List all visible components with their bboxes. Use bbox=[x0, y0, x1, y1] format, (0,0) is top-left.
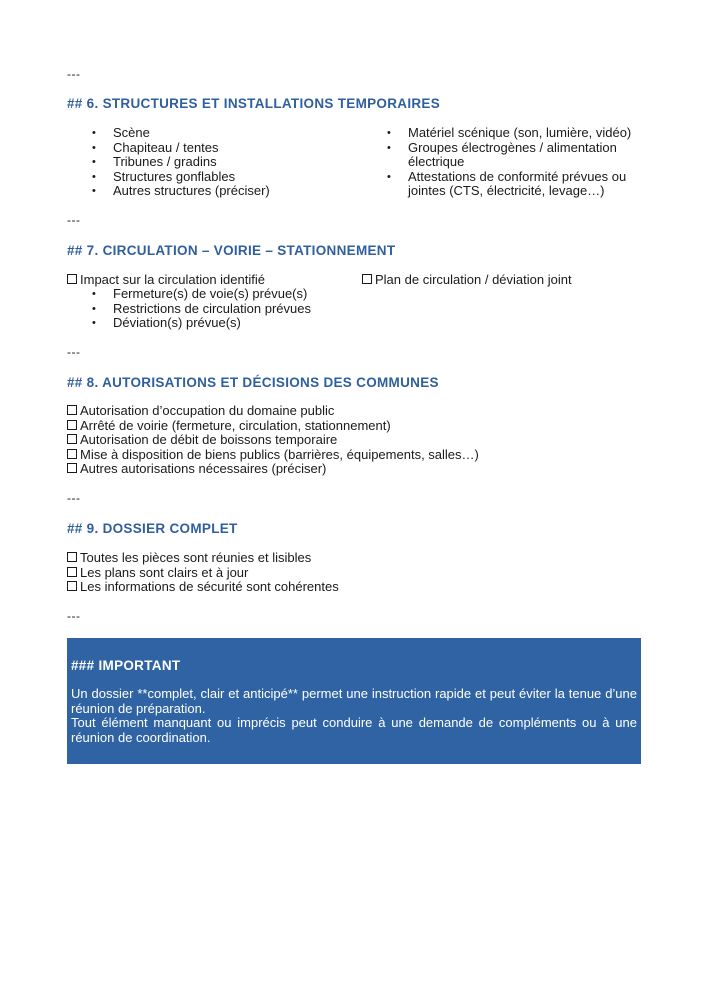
separator: --- bbox=[67, 67, 81, 81]
section-6-left-list bbox=[92, 125, 373, 199]
section-9-heading: ## 9. DOSSIER COMPLET bbox=[67, 521, 238, 536]
important-title: ### IMPORTANT bbox=[71, 658, 181, 673]
checkbox-item[interactable]: Mise à disposition de biens publics (barrières, équipements, salles…) bbox=[67, 448, 479, 463]
checkbox-icon[interactable] bbox=[67, 420, 77, 430]
list-item: • Déviation(s) prévue(s) bbox=[92, 315, 241, 331]
section-7-heading: ## 7. CIRCULATION – VOIRIE – STATIONNEMENT bbox=[67, 243, 396, 258]
important-body bbox=[71, 687, 637, 745]
checkbox-icon[interactable] bbox=[362, 274, 372, 284]
checkbox-item[interactable]: Autorisation d’occupation du domaine public bbox=[67, 404, 479, 419]
list-item: • Chapiteau / tentes bbox=[92, 139, 219, 155]
important-notice bbox=[67, 638, 641, 764]
section-8-checklist bbox=[67, 404, 479, 477]
separator: --- bbox=[67, 213, 81, 227]
list-item: • Restrictions de circulation prévues bbox=[92, 300, 311, 316]
checkbox-icon[interactable] bbox=[67, 552, 77, 562]
list-item: • Scène bbox=[92, 125, 150, 140]
important-paragraph: Un dossier **complet, clair et anticipé** permet une instruction rapide et peut éviter la tenue d’une réunion de préparation. bbox=[71, 686, 637, 716]
checkbox-icon[interactable] bbox=[67, 434, 77, 444]
list-item: • Autres structures (préciser) bbox=[92, 183, 270, 199]
checkbox-item[interactable]: Les informations de sécurité sont cohérentes bbox=[67, 580, 339, 595]
section-7-sub-list bbox=[92, 286, 373, 331]
checkbox-item[interactable]: Les plans sont clairs et à jour bbox=[67, 566, 339, 581]
checkbox-item[interactable]: Autres autorisations nécessaires (préciser) bbox=[67, 462, 479, 477]
section-9-checklist bbox=[67, 551, 339, 595]
separator: --- bbox=[67, 345, 81, 359]
section-6-right-list bbox=[387, 125, 636, 199]
checkbox-item[interactable]: Arrêté de voirie (fermeture, circulation, stationnement) bbox=[67, 419, 479, 434]
checkbox-icon[interactable] bbox=[67, 463, 77, 473]
list-item: • Matériel scénique (son, lumière, vidéo) bbox=[387, 125, 632, 140]
section-6-heading: ## 6. STRUCTURES ET INSTALLATIONS TEMPORAIRES bbox=[67, 96, 441, 111]
list-item: • Structures gonflables bbox=[92, 168, 236, 184]
list-item: • Fermeture(s) de voie(s) prévue(s) bbox=[92, 286, 308, 301]
list-item: • Groupes électrogènes / alimentation électrique bbox=[387, 139, 617, 170]
checkbox-item[interactable]: Impact sur la circulation identifié bbox=[67, 273, 265, 288]
list-item: • Tribunes / gradins bbox=[92, 154, 217, 170]
separator: --- bbox=[67, 609, 81, 623]
checkbox-item[interactable]: Plan de circulation / déviation joint bbox=[362, 273, 572, 288]
separator: --- bbox=[67, 491, 81, 505]
checkbox-item[interactable]: Toutes les pièces sont réunies et lisibles bbox=[67, 551, 339, 566]
checkbox-icon[interactable] bbox=[67, 567, 77, 577]
section-8-heading: ## 8. AUTORISATIONS ET DÉCISIONS DES COMMUNES bbox=[67, 375, 439, 390]
checkbox-icon[interactable] bbox=[67, 449, 77, 459]
important-paragraph: Tout élément manquant ou imprécis peut conduire à une demande de compléments ou à une réunion de coordination. bbox=[71, 715, 637, 745]
checkbox-icon[interactable] bbox=[67, 274, 77, 284]
list-item: • Attestations de conformité prévues ou jointes (CTS, électricité, levage…) bbox=[387, 168, 627, 199]
checkbox-icon[interactable] bbox=[67, 581, 77, 591]
checkbox-item[interactable]: Autorisation de débit de boissons temporaire bbox=[67, 433, 479, 448]
checkbox-icon[interactable] bbox=[67, 405, 77, 415]
